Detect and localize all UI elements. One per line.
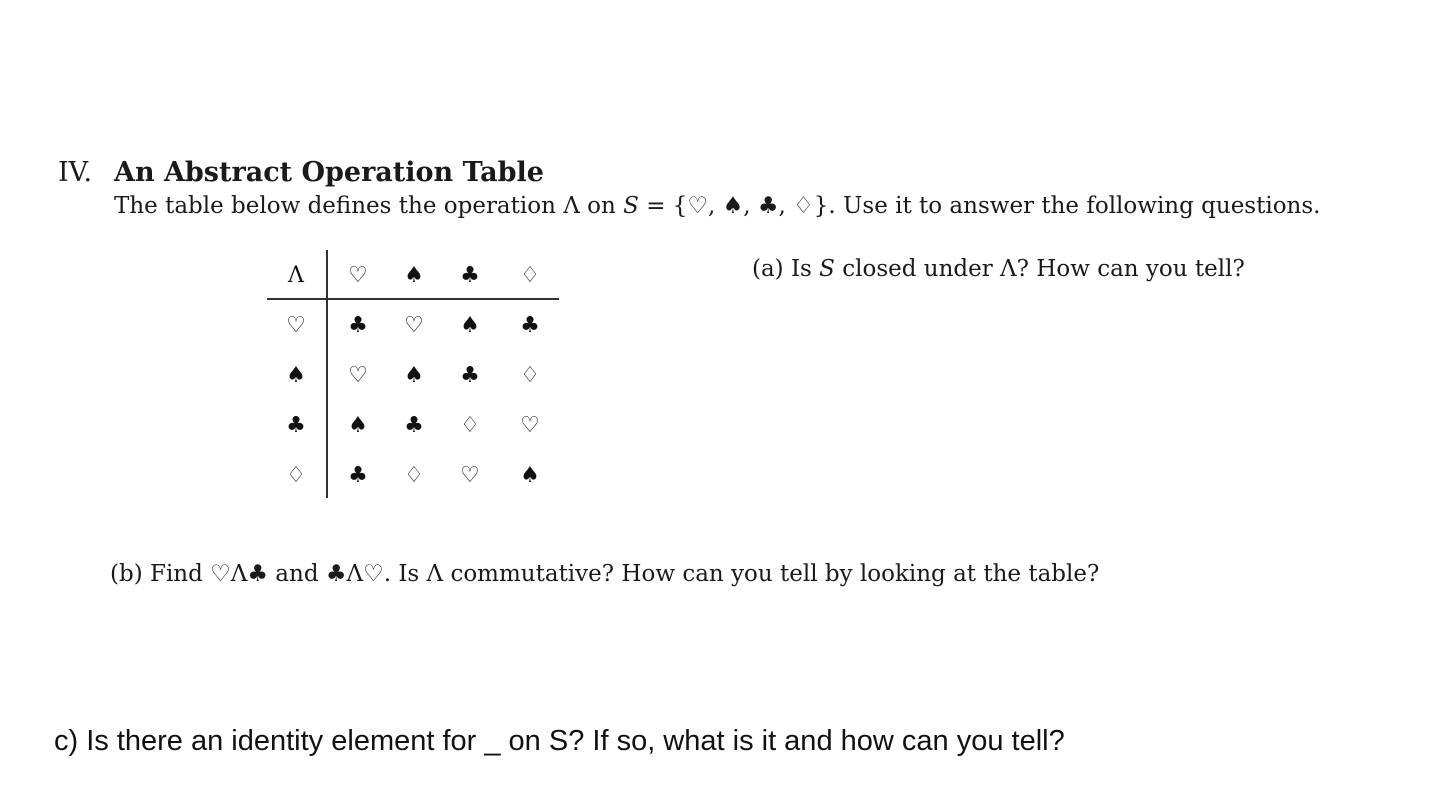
section-number: IV. [58, 157, 93, 188]
set-symbol: S [623, 193, 639, 219]
question-a-set-symbol: S [819, 256, 835, 282]
table-cell: ♣ [348, 462, 368, 488]
section-title: An Abstract Operation Table [114, 157, 544, 188]
table-cell: ♠ [460, 312, 480, 338]
table-row-header: ♢ [286, 462, 306, 488]
question-a [752, 253, 1245, 285]
table-cell: ♢ [460, 412, 480, 438]
table-cell: ♡ [460, 462, 480, 488]
question-a-prefix: (a) Is [752, 256, 820, 282]
table-column-header: ♢ [520, 262, 540, 288]
question-b: (b) Find ♡Λ♣ and ♣Λ♡. Is Λ commutative? How can you tell by looking at the table? [110, 561, 1100, 587]
table-row-header: ♡ [286, 312, 306, 338]
table-column-header: ♠ [404, 262, 424, 288]
section-heading [58, 156, 544, 190]
table-cell: ♣ [460, 362, 480, 388]
table-cell: ♠ [348, 412, 368, 438]
operation-table [265, 248, 565, 504]
table-row-header: ♠ [286, 362, 306, 388]
table-cell: ♠ [404, 362, 424, 388]
question-c: c) Is there an identity element for _ on S? If so, what is it and how can you tell? [54, 725, 1065, 757]
table-cell: ♡ [348, 362, 368, 388]
intro-text [114, 190, 1320, 222]
intro-text-end: = {♡, ♠, ♣, ♢}. Use it to answer the following questions. [638, 193, 1321, 219]
table-column-header: ♡ [348, 262, 368, 288]
table-operator-symbol: Λ [288, 262, 304, 288]
table-column-header: ♣ [460, 262, 480, 288]
question-a-suffix: closed under Λ? How can you tell? [834, 256, 1245, 282]
table-cell: ♣ [520, 312, 540, 338]
table-cell: ♢ [404, 462, 424, 488]
table-cell: ♡ [404, 312, 424, 338]
table-cell: ♢ [520, 362, 540, 388]
table-row-header: ♣ [286, 412, 306, 438]
intro-text-start: The table below defines the operation Λ on [114, 193, 624, 219]
table-cell: ♣ [348, 312, 368, 338]
table-vertical-rule [326, 250, 328, 498]
table-cell: ♡ [520, 412, 540, 438]
table-cell: ♣ [404, 412, 424, 438]
table-cell: ♠ [520, 462, 540, 488]
